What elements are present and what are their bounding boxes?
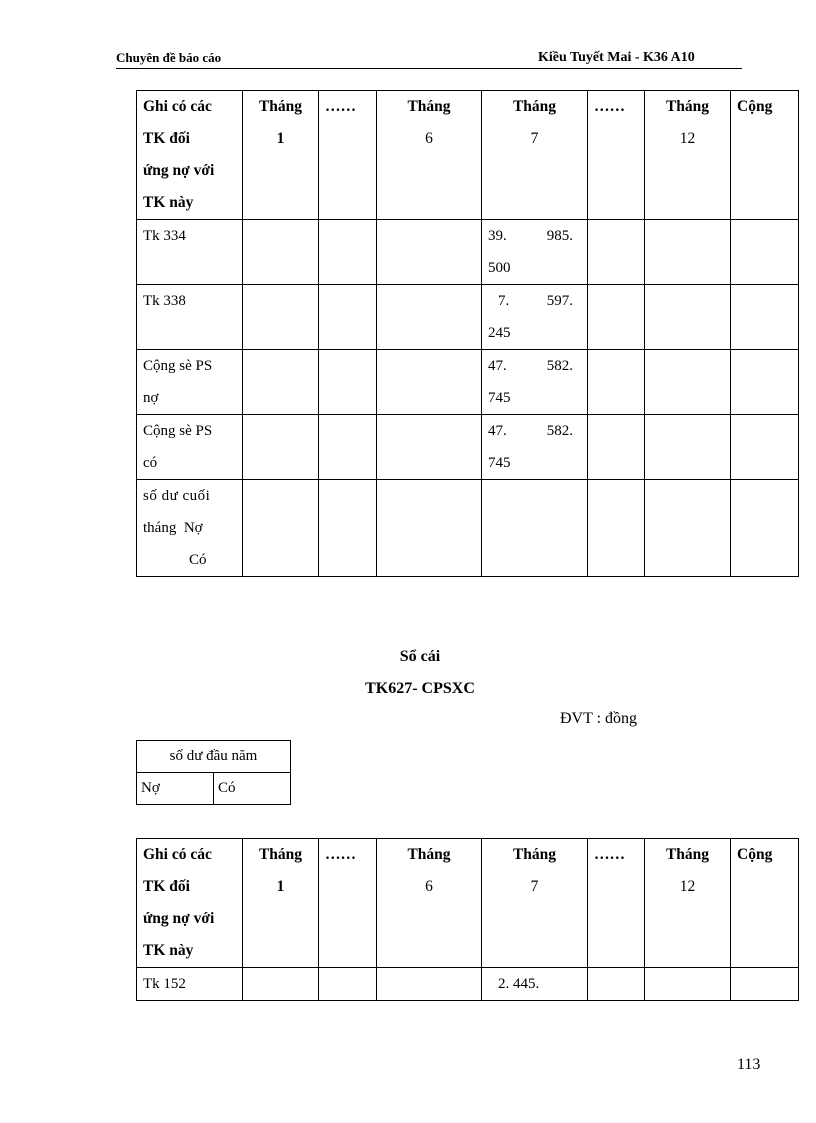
header-left: Chuyên đề báo cáo	[116, 50, 222, 65]
header-month-7: Tháng 7	[482, 91, 588, 220]
table-row	[137, 220, 799, 285]
month-7-value: 2. 445.	[482, 968, 588, 1001]
ledger-table-1	[136, 90, 799, 577]
header-account: Ghi có các TK đối ứng nợ với TK này	[137, 91, 243, 220]
header-ellipsis: ……	[588, 91, 645, 220]
month-7-value: 7. 597. 245	[482, 285, 588, 350]
row-label: Cộng sè PS có	[137, 415, 243, 480]
page-number: 113	[737, 1056, 761, 1073]
header-ellipsis: ……	[319, 839, 377, 968]
ledger-title: Sổ cái	[399, 648, 441, 665]
month-7-value: 47. 582. 745	[482, 350, 588, 415]
opening-debit: Nợ	[137, 773, 214, 805]
opening-balance-header: số dư đầu năm	[137, 741, 291, 773]
table-row	[137, 480, 799, 577]
table-row	[137, 285, 799, 350]
row-label: Cộng sè PS nợ	[137, 350, 243, 415]
header-month-6: Tháng 6	[377, 839, 482, 968]
ledger-subtitle: TK627- CPSXC	[365, 680, 475, 697]
header-month-12: Tháng 12	[645, 839, 731, 968]
header-ellipsis: ……	[319, 91, 377, 220]
row-label: Tk 152	[137, 968, 243, 1001]
opening-balance-table	[136, 740, 291, 805]
month-7-value: 39. 985. 500	[482, 220, 588, 285]
header-month-7: Tháng 7	[482, 839, 588, 968]
table-row	[137, 350, 799, 415]
row-label: số dư cuối tháng Nợ Có	[137, 480, 243, 577]
header-account: Ghi có các TK đối ứng nợ với TK này	[137, 839, 243, 968]
header-month-12: Tháng 12	[645, 91, 731, 220]
header-total: Cộng	[731, 839, 799, 968]
header-month-1: Tháng 1	[243, 839, 319, 968]
header-month-6: Tháng 6	[377, 91, 482, 220]
opening-credit: Có	[214, 773, 291, 805]
ledger-table-2	[136, 838, 799, 1001]
row-label: Tk 334	[137, 220, 243, 285]
header-total: Cộng	[731, 91, 799, 220]
table-row	[137, 968, 799, 1001]
header-right: Kiều Tuyết Mai - K36 A10	[538, 50, 695, 65]
row-label: Tk 338	[137, 285, 243, 350]
table-header-row	[137, 91, 799, 220]
unit-label: ĐVT : đồng	[560, 710, 638, 727]
header-rule	[116, 68, 742, 69]
table-header-row	[137, 839, 799, 968]
header-month-1: Tháng 1	[243, 91, 319, 220]
month-7-value: 47. 582. 745	[482, 415, 588, 480]
table-row	[137, 415, 799, 480]
header-ellipsis: ……	[588, 839, 645, 968]
